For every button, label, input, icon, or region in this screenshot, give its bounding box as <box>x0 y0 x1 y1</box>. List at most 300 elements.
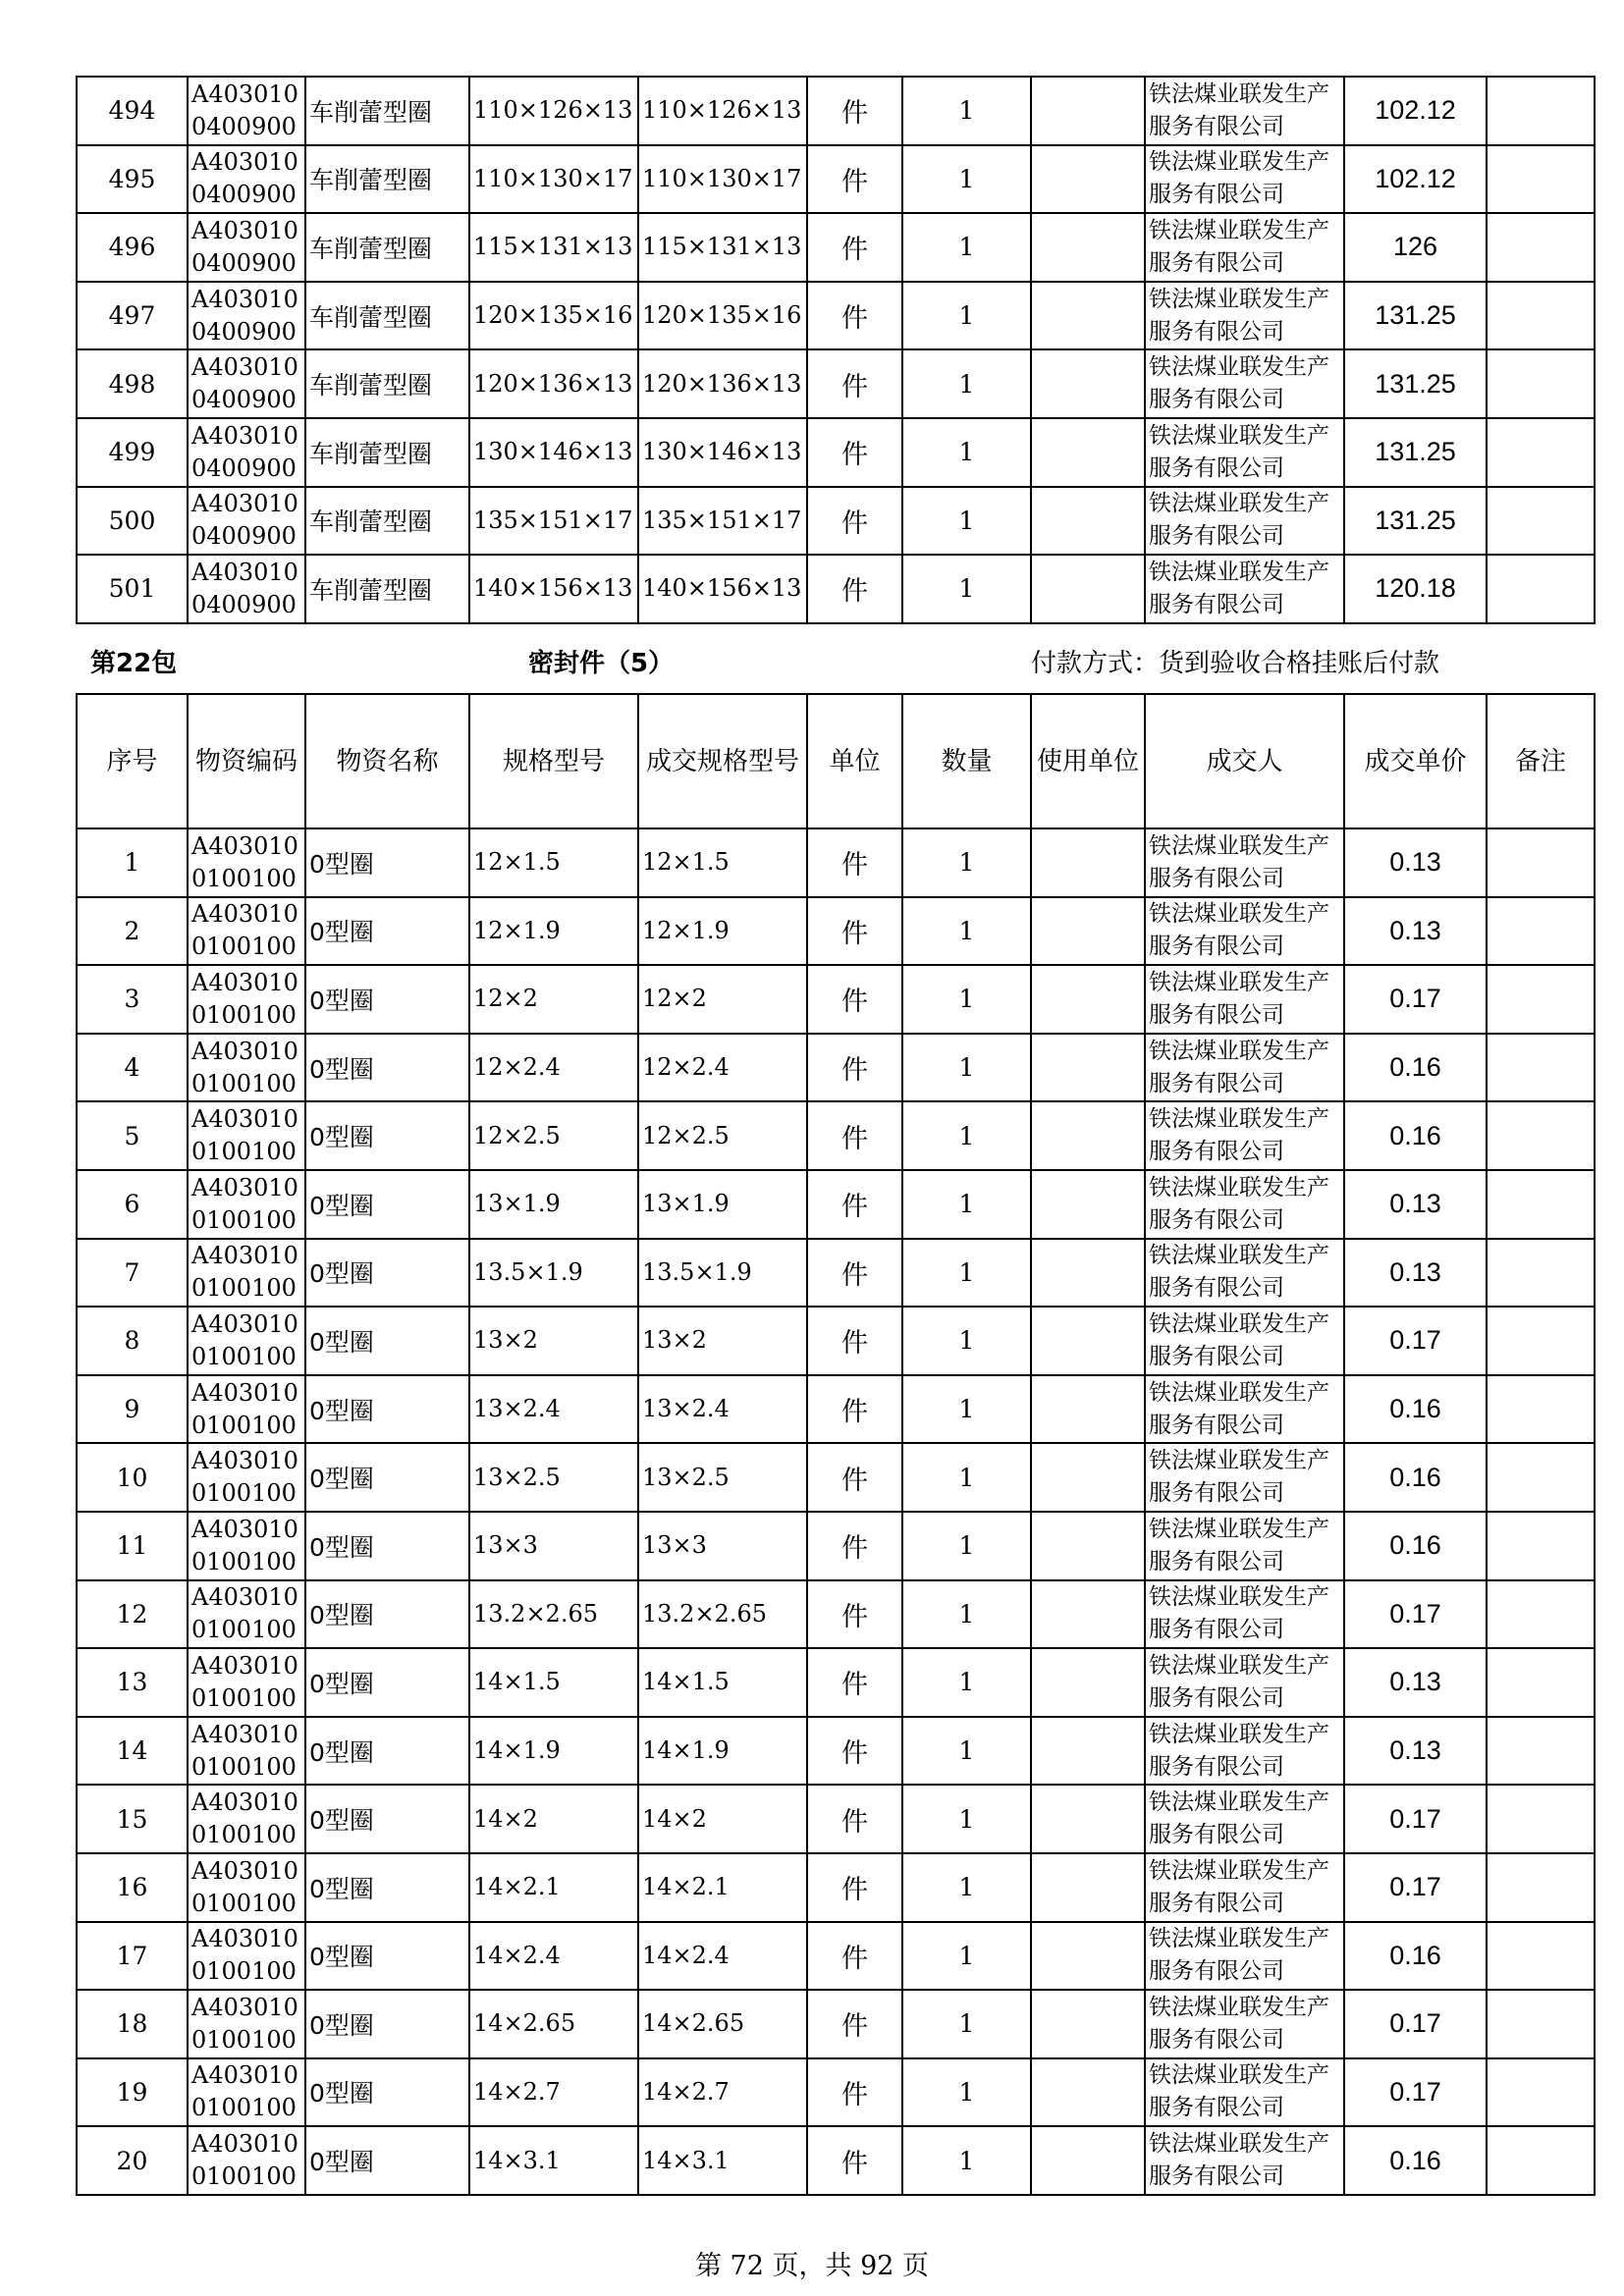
cell-note <box>1487 1922 1595 1991</box>
cell-name: 0型圈 <box>305 1170 469 1239</box>
cell-note <box>1487 213 1595 282</box>
header-qty: 数量 <box>902 694 1031 828</box>
package-number: 第22包 <box>90 649 178 678</box>
cell-note <box>1487 282 1595 350</box>
cell-note <box>1487 555 1595 623</box>
cell-code: A4030100400900 <box>188 487 305 556</box>
cell-unit: 件 <box>807 1785 902 1853</box>
cell-name: 车削蕾型圈 <box>305 487 469 556</box>
cell-note <box>1487 828 1595 897</box>
cell-unit: 件 <box>807 1922 902 1991</box>
cell-name: 0型圈 <box>305 1239 469 1308</box>
cell-spec: 120×136×13 <box>469 349 638 418</box>
cell-deal-spec: 14×2.4 <box>638 1922 807 1991</box>
cell-no: 496 <box>77 213 188 282</box>
cell-deal-spec: 120×135×16 <box>638 282 807 350</box>
cell-spec: 130×146×13 <box>469 418 638 487</box>
cell-qty: 1 <box>902 2058 1031 2127</box>
table-row <box>77 1443 1595 1512</box>
cell-qty: 1 <box>902 282 1031 350</box>
cell-deal-spec: 135×151×17 <box>638 487 807 556</box>
cell-note <box>1487 1034 1595 1102</box>
cell-seller: 铁法煤业联发生产服务有限公司 <box>1145 2126 1344 2195</box>
cell-code: A4030100100100 <box>188 2058 305 2127</box>
cell-qty: 1 <box>902 1170 1031 1239</box>
cell-qty: 1 <box>902 1990 1031 2058</box>
cell-note <box>1487 1717 1595 1786</box>
cell-deal-spec: 13.2×2.65 <box>638 1580 807 1649</box>
cell-unit: 件 <box>807 145 902 214</box>
cell-deal-spec: 120×136×13 <box>638 349 807 418</box>
cell-unit: 件 <box>807 2058 902 2127</box>
cell-user <box>1031 1922 1145 1991</box>
cell-spec: 12×2 <box>469 965 638 1034</box>
cell-seller: 铁法煤业联发生产服务有限公司 <box>1145 1101 1344 1170</box>
package-items-table <box>76 693 1596 2196</box>
cell-unit: 件 <box>807 349 902 418</box>
table-row <box>77 1717 1595 1786</box>
cell-code: A4030100100100 <box>188 1648 305 1717</box>
cell-code: A4030100100100 <box>188 1375 305 1444</box>
cell-seller: 铁法煤业联发生产服务有限公司 <box>1145 1307 1344 1375</box>
header-code: 物资编码 <box>188 694 305 828</box>
cell-note <box>1487 418 1595 487</box>
cell-seller: 铁法煤业联发生产服务有限公司 <box>1145 1580 1344 1649</box>
header-name: 物资名称 <box>305 694 469 828</box>
cell-user <box>1031 77 1145 145</box>
cell-user <box>1031 2126 1145 2195</box>
cell-name: 0型圈 <box>305 1717 469 1786</box>
cell-spec: 135×151×17 <box>469 487 638 556</box>
cell-code: A4030100100100 <box>188 1785 305 1853</box>
table-row <box>77 1785 1595 1853</box>
cell-deal-spec: 115×131×13 <box>638 213 807 282</box>
cell-qty: 1 <box>902 1443 1031 1512</box>
cell-seller: 铁法煤业联发生产服务有限公司 <box>1145 1239 1344 1308</box>
cell-qty: 1 <box>902 1853 1031 1922</box>
cell-spec: 13×2 <box>469 1307 638 1375</box>
cell-no: 12 <box>77 1580 188 1649</box>
cell-spec: 13×1.9 <box>469 1170 638 1239</box>
cell-spec: 14×1.9 <box>469 1717 638 1786</box>
cell-name: 0型圈 <box>305 1443 469 1512</box>
cell-user <box>1031 1443 1145 1512</box>
cell-spec: 14×2.4 <box>469 1922 638 1991</box>
table-row <box>77 1101 1595 1170</box>
cell-no: 16 <box>77 1853 188 1922</box>
cell-no: 7 <box>77 1239 188 1308</box>
cell-no: 5 <box>77 1101 188 1170</box>
cell-qty: 1 <box>902 349 1031 418</box>
cell-qty: 1 <box>902 1034 1031 1102</box>
cell-user <box>1031 1239 1145 1308</box>
cell-no: 501 <box>77 555 188 623</box>
cell-price: 0.17 <box>1344 1785 1487 1853</box>
payment-terms: 付款方式：货到验收合格挂账后付款 <box>1031 649 1440 678</box>
cell-note <box>1487 2058 1595 2127</box>
cell-no: 10 <box>77 1443 188 1512</box>
cell-code: A4030100100100 <box>188 1101 305 1170</box>
cell-price: 131.25 <box>1344 282 1487 350</box>
cell-deal-spec: 12×1.9 <box>638 897 807 966</box>
cell-spec: 110×126×13 <box>469 77 638 145</box>
cell-deal-spec: 14×1.5 <box>638 1648 807 1717</box>
cell-price: 0.17 <box>1344 1307 1487 1375</box>
cell-note <box>1487 1239 1595 1308</box>
cell-qty: 1 <box>902 1785 1031 1853</box>
cell-note <box>1487 1785 1595 1853</box>
cell-name: 0型圈 <box>305 1101 469 1170</box>
cell-seller: 铁法煤业联发生产服务有限公司 <box>1145 487 1344 556</box>
cell-code: A4030100400900 <box>188 555 305 623</box>
cell-unit: 件 <box>807 1512 902 1580</box>
cell-seller: 铁法煤业联发生产服务有限公司 <box>1145 418 1344 487</box>
cell-qty: 1 <box>902 2126 1031 2195</box>
cell-no: 20 <box>77 2126 188 2195</box>
cell-seller: 铁法煤业联发生产服务有限公司 <box>1145 213 1344 282</box>
cell-note <box>1487 965 1595 1034</box>
header-price: 成交单价 <box>1344 694 1487 828</box>
cell-note <box>1487 897 1595 966</box>
cell-deal-spec: 110×130×17 <box>638 145 807 214</box>
cell-qty: 1 <box>902 77 1031 145</box>
cell-no: 2 <box>77 897 188 966</box>
cell-user <box>1031 1101 1145 1170</box>
cell-note <box>1487 1648 1595 1717</box>
cell-deal-spec: 13×2 <box>638 1307 807 1375</box>
cell-note <box>1487 1443 1595 1512</box>
header-note: 备注 <box>1487 694 1595 828</box>
cell-no: 19 <box>77 2058 188 2127</box>
cell-no: 18 <box>77 1990 188 2058</box>
cell-user <box>1031 1717 1145 1786</box>
cell-name: 0型圈 <box>305 897 469 966</box>
cell-price: 0.16 <box>1344 1512 1487 1580</box>
cell-note <box>1487 1853 1595 1922</box>
cell-unit: 件 <box>807 1101 902 1170</box>
cell-deal-spec: 110×126×13 <box>638 77 807 145</box>
cell-user <box>1031 1034 1145 1102</box>
cell-code: A4030100100100 <box>188 1717 305 1786</box>
cell-seller: 铁法煤业联发生产服务有限公司 <box>1145 1785 1344 1853</box>
cell-unit: 件 <box>807 418 902 487</box>
cell-price: 0.13 <box>1344 1170 1487 1239</box>
cell-price: 0.13 <box>1344 1239 1487 1308</box>
cell-spec: 140×156×13 <box>469 555 638 623</box>
cell-name: 0型圈 <box>305 1648 469 1717</box>
cell-name: 0型圈 <box>305 1512 469 1580</box>
cell-qty: 1 <box>902 1101 1031 1170</box>
header-spec: 规格型号 <box>469 694 638 828</box>
cell-note <box>1487 1990 1595 2058</box>
cell-unit: 件 <box>807 1307 902 1375</box>
cell-price: 120.18 <box>1344 555 1487 623</box>
cell-spec: 120×135×16 <box>469 282 638 350</box>
cell-no: 500 <box>77 487 188 556</box>
cell-user <box>1031 1990 1145 2058</box>
cell-user <box>1031 1648 1145 1717</box>
cell-user <box>1031 145 1145 214</box>
cell-spec: 13.5×1.9 <box>469 1239 638 1308</box>
cell-unit: 件 <box>807 1717 902 1786</box>
cell-spec: 110×130×17 <box>469 145 638 214</box>
table-row <box>77 555 1595 623</box>
cell-deal-spec: 14×1.9 <box>638 1717 807 1786</box>
cell-code: A4030100100100 <box>188 897 305 966</box>
cell-unit: 件 <box>807 487 902 556</box>
cell-code: A4030100100100 <box>188 1853 305 1922</box>
cell-seller: 铁法煤业联发生产服务有限公司 <box>1145 1512 1344 1580</box>
cell-unit: 件 <box>807 1853 902 1922</box>
cell-qty: 1 <box>902 1307 1031 1375</box>
cell-spec: 14×1.5 <box>469 1648 638 1717</box>
cell-name: 车削蕾型圈 <box>305 145 469 214</box>
cell-seller: 铁法煤业联发生产服务有限公司 <box>1145 1990 1344 2058</box>
cell-name: 0型圈 <box>305 2126 469 2195</box>
cell-no: 1 <box>77 828 188 897</box>
cell-price: 0.16 <box>1344 2126 1487 2195</box>
table-row <box>77 418 1595 487</box>
cell-code: A4030100100100 <box>188 1922 305 1991</box>
cell-note <box>1487 145 1595 214</box>
cell-seller: 铁法煤业联发生产服务有限公司 <box>1145 349 1344 418</box>
cell-unit: 件 <box>807 1648 902 1717</box>
cell-spec: 14×2.7 <box>469 2058 638 2127</box>
cell-deal-spec: 140×156×13 <box>638 555 807 623</box>
cell-seller: 铁法煤业联发生产服务有限公司 <box>1145 1922 1344 1991</box>
cell-user <box>1031 1375 1145 1444</box>
cell-no: 6 <box>77 1170 188 1239</box>
cell-unit: 件 <box>807 1170 902 1239</box>
cell-name: 车削蕾型圈 <box>305 555 469 623</box>
cell-unit: 件 <box>807 77 902 145</box>
cell-name: 车削蕾型圈 <box>305 418 469 487</box>
cell-note <box>1487 2126 1595 2195</box>
cell-unit: 件 <box>807 1990 902 2058</box>
cell-spec: 14×3.1 <box>469 2126 638 2195</box>
cell-user <box>1031 1580 1145 1649</box>
header-no: 序号 <box>77 694 188 828</box>
cell-price: 0.16 <box>1344 1443 1487 1512</box>
cell-price: 0.13 <box>1344 828 1487 897</box>
cell-name: 0型圈 <box>305 828 469 897</box>
cell-unit: 件 <box>807 1375 902 1444</box>
cell-no: 17 <box>77 1922 188 1991</box>
cell-user <box>1031 2058 1145 2127</box>
cell-deal-spec: 12×2.5 <box>638 1101 807 1170</box>
cell-deal-spec: 130×146×13 <box>638 418 807 487</box>
cell-name: 车削蕾型圈 <box>305 349 469 418</box>
cell-seller: 铁法煤业联发生产服务有限公司 <box>1145 965 1344 1034</box>
table-row <box>77 1648 1595 1717</box>
cell-price: 131.25 <box>1344 349 1487 418</box>
cell-user <box>1031 897 1145 966</box>
cell-code: A4030100100100 <box>188 1990 305 2058</box>
cell-deal-spec: 14×3.1 <box>638 2126 807 2195</box>
cell-code: A4030100100100 <box>188 965 305 1034</box>
cell-note <box>1487 1580 1595 1649</box>
cell-price: 0.16 <box>1344 1034 1487 1102</box>
cell-seller: 铁法煤业联发生产服务有限公司 <box>1145 1717 1344 1786</box>
cell-qty: 1 <box>902 213 1031 282</box>
cell-spec: 12×2.5 <box>469 1101 638 1170</box>
cell-seller: 铁法煤业联发生产服务有限公司 <box>1145 2058 1344 2127</box>
cell-note <box>1487 1512 1595 1580</box>
cell-price: 0.17 <box>1344 965 1487 1034</box>
cell-spec: 12×1.9 <box>469 897 638 966</box>
cell-no: 498 <box>77 349 188 418</box>
cell-no: 3 <box>77 965 188 1034</box>
cell-spec: 14×2 <box>469 1785 638 1853</box>
cell-name: 车削蕾型圈 <box>305 213 469 282</box>
cell-spec: 12×2.4 <box>469 1034 638 1102</box>
cell-deal-spec: 13.5×1.9 <box>638 1239 807 1308</box>
cell-qty: 1 <box>902 1239 1031 1308</box>
cell-user <box>1031 1785 1145 1853</box>
cell-price: 131.25 <box>1344 418 1487 487</box>
cell-user <box>1031 1170 1145 1239</box>
header-unit: 单位 <box>807 694 902 828</box>
table-row <box>77 1239 1595 1308</box>
cell-note <box>1487 487 1595 556</box>
cell-spec: 13×2.4 <box>469 1375 638 1444</box>
cell-price: 102.12 <box>1344 77 1487 145</box>
cell-code: A4030100100100 <box>188 828 305 897</box>
cell-seller: 铁法煤业联发生产服务有限公司 <box>1145 1375 1344 1444</box>
cell-price: 102.12 <box>1344 145 1487 214</box>
cell-user <box>1031 828 1145 897</box>
cell-price: 0.13 <box>1344 897 1487 966</box>
cell-price: 126 <box>1344 213 1487 282</box>
cell-seller: 铁法煤业联发生产服务有限公司 <box>1145 145 1344 214</box>
cell-deal-spec: 13×2.5 <box>638 1443 807 1512</box>
cell-no: 14 <box>77 1717 188 1786</box>
cell-unit: 件 <box>807 555 902 623</box>
cell-no: 8 <box>77 1307 188 1375</box>
cell-user <box>1031 282 1145 350</box>
cell-note <box>1487 1375 1595 1444</box>
cell-spec: 115×131×13 <box>469 213 638 282</box>
table-row <box>77 77 1595 145</box>
cell-price: 131.25 <box>1344 487 1487 556</box>
cell-user <box>1031 213 1145 282</box>
cell-qty: 1 <box>902 1648 1031 1717</box>
header-deal-spec: 成交规格型号 <box>638 694 807 828</box>
cell-note <box>1487 1307 1595 1375</box>
cell-no: 4 <box>77 1034 188 1102</box>
cell-name: 0型圈 <box>305 1375 469 1444</box>
cell-code: A4030100100100 <box>188 1443 305 1512</box>
cell-note <box>1487 77 1595 145</box>
cell-code: A4030100100100 <box>188 1307 305 1375</box>
cell-seller: 铁法煤业联发生产服务有限公司 <box>1145 1170 1344 1239</box>
cell-spec: 14×2.1 <box>469 1853 638 1922</box>
table-row <box>77 1034 1595 1102</box>
cell-user <box>1031 349 1145 418</box>
cell-unit: 件 <box>807 1034 902 1102</box>
cell-qty: 1 <box>902 1375 1031 1444</box>
cell-seller: 铁法煤业联发生产服务有限公司 <box>1145 1034 1344 1102</box>
cell-name: 0型圈 <box>305 1922 469 1991</box>
cell-unit: 件 <box>807 828 902 897</box>
table-row <box>77 828 1595 897</box>
cell-seller: 铁法煤业联发生产服务有限公司 <box>1145 282 1344 350</box>
table-row <box>77 145 1595 214</box>
cell-deal-spec: 14×2.65 <box>638 1990 807 2058</box>
table-row <box>77 213 1595 282</box>
cell-price: 0.17 <box>1344 1853 1487 1922</box>
cell-qty: 1 <box>902 965 1031 1034</box>
cell-unit: 件 <box>807 1239 902 1308</box>
cell-qty: 1 <box>902 487 1031 556</box>
cell-unit: 件 <box>807 213 902 282</box>
page-footer: 第 72 页，共 92 页 <box>694 2251 930 2281</box>
table-row <box>77 1375 1595 1444</box>
table-row <box>77 897 1595 966</box>
cell-name: 车削蕾型圈 <box>305 282 469 350</box>
cell-name: 0型圈 <box>305 1034 469 1102</box>
cell-seller: 铁法煤业联发生产服务有限公司 <box>1145 897 1344 966</box>
cell-seller: 铁法煤业联发生产服务有限公司 <box>1145 77 1344 145</box>
cell-code: A4030100100100 <box>188 1512 305 1580</box>
cell-code: A4030100400900 <box>188 145 305 214</box>
table-row <box>77 2126 1595 2195</box>
cell-qty: 1 <box>902 1512 1031 1580</box>
cell-unit: 件 <box>807 965 902 1034</box>
cell-price: 0.16 <box>1344 1922 1487 1991</box>
cell-qty: 1 <box>902 897 1031 966</box>
cell-name: 0型圈 <box>305 1580 469 1649</box>
header-user: 使用单位 <box>1031 694 1145 828</box>
cell-name: 0型圈 <box>305 1307 469 1375</box>
cell-spec: 13.2×2.65 <box>469 1580 638 1649</box>
table-row <box>77 1853 1595 1922</box>
cell-code: A4030100100100 <box>188 2126 305 2195</box>
cell-price: 0.17 <box>1344 1990 1487 2058</box>
cell-name: 0型圈 <box>305 1853 469 1922</box>
cell-no: 11 <box>77 1512 188 1580</box>
cell-qty: 1 <box>902 555 1031 623</box>
cell-price: 0.16 <box>1344 1375 1487 1444</box>
cell-qty: 1 <box>902 828 1031 897</box>
cell-deal-spec: 14×2.7 <box>638 2058 807 2127</box>
cell-user <box>1031 965 1145 1034</box>
continued-items-body <box>77 77 1595 623</box>
cell-price: 0.13 <box>1344 1648 1487 1717</box>
cell-seller: 铁法煤业联发生产服务有限公司 <box>1145 1853 1344 1922</box>
cell-user <box>1031 1853 1145 1922</box>
cell-deal-spec: 12×2.4 <box>638 1034 807 1102</box>
cell-deal-spec: 14×2 <box>638 1785 807 1853</box>
table-row <box>77 1307 1595 1375</box>
cell-note <box>1487 349 1595 418</box>
cell-price: 0.13 <box>1344 1717 1487 1786</box>
cell-code: A4030100400900 <box>188 418 305 487</box>
cell-no: 497 <box>77 282 188 350</box>
cell-no: 495 <box>77 145 188 214</box>
cell-user <box>1031 555 1145 623</box>
cell-unit: 件 <box>807 282 902 350</box>
cell-seller: 铁法煤业联发生产服务有限公司 <box>1145 1443 1344 1512</box>
table-row <box>77 349 1595 418</box>
cell-deal-spec: 14×2.1 <box>638 1853 807 1922</box>
cell-spec: 14×2.65 <box>469 1990 638 2058</box>
cell-price: 0.16 <box>1344 1101 1487 1170</box>
cell-seller: 铁法煤业联发生产服务有限公司 <box>1145 828 1344 897</box>
cell-no: 9 <box>77 1375 188 1444</box>
cell-name: 0型圈 <box>305 1990 469 2058</box>
table-row <box>77 1512 1595 1580</box>
